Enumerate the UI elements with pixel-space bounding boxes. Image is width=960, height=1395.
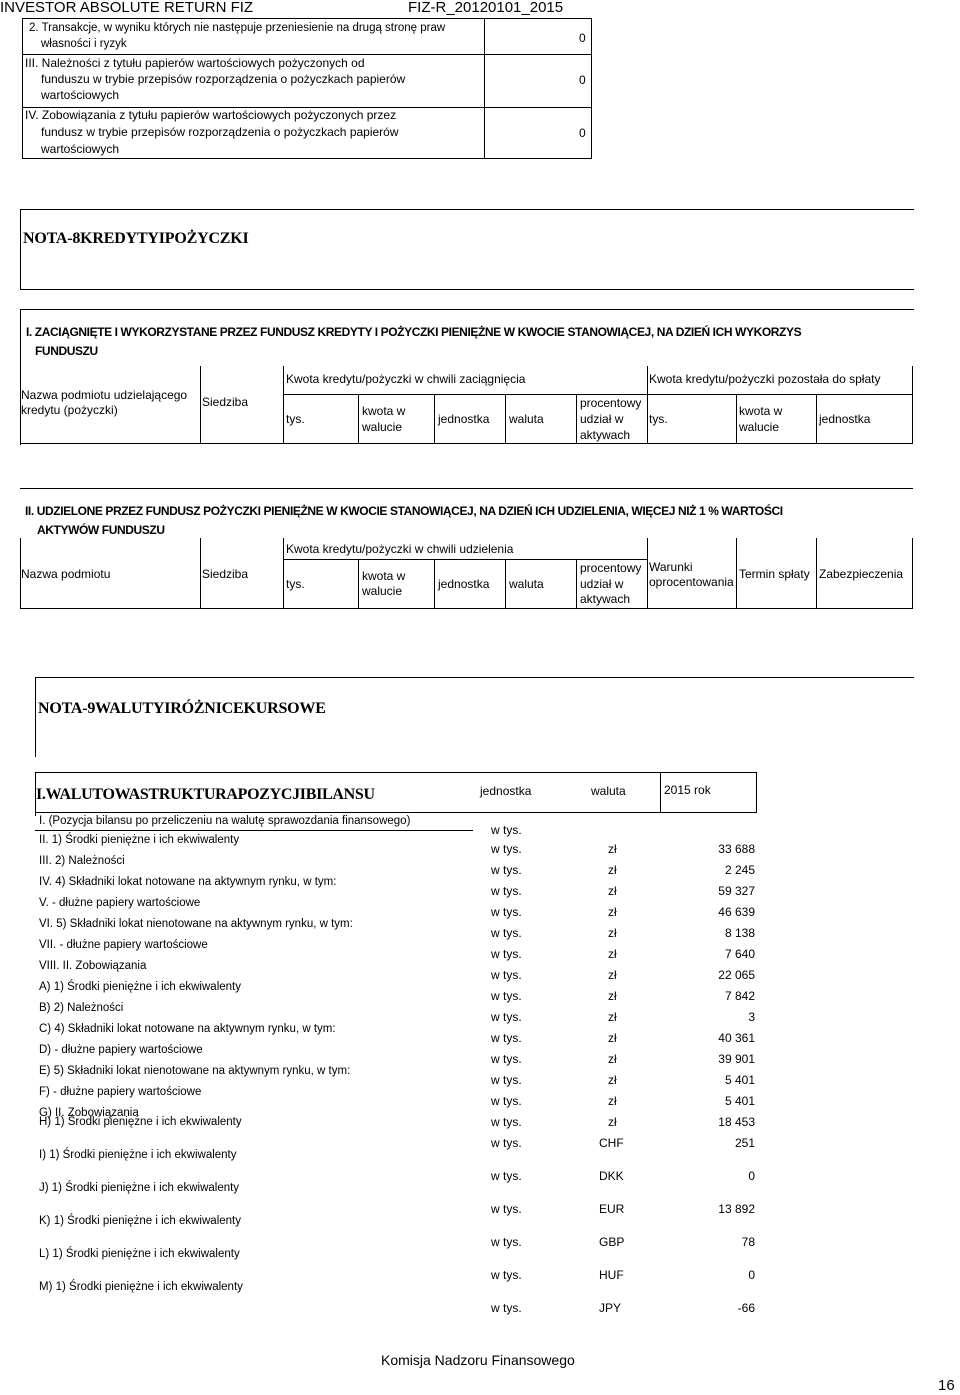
top-row-2-line-3: wartościowych [41,88,120,102]
nota9-row-label: L) 1) Środki pieniężne i ich ekwiwalenty [39,1248,240,1260]
s2-kwota-line-1: kwota w [362,569,406,583]
s1-lender-line-1: Nazwa podmiotu udzielającego [21,388,188,402]
top-row-3-line-2: fundusz w trybie przepisów rozporządzenia o pożyczkach papierów [41,125,399,139]
top-row-1-line-1: 2. Transakcje, w wyniku których nie następuje przeniesienie na drugą stronę praw [29,22,446,34]
nota9-row-currency: zł [608,1115,617,1129]
top-row-2-line-1: III. Należności z tytułu papierów wartościowych pożyczonych od [25,56,365,70]
nota9-row-label: VII. - dłużne papiery wartościowe [39,939,208,951]
nota8-section2-title-2: AKTYWÓW FUNDUSZU [37,523,165,537]
s1-jednostka-2: jednostka [819,412,871,426]
nota9-row-unit: w tys. [491,1268,522,1282]
nota8-section1-title-2: FUNDUSZU [35,344,98,358]
nota8-title: NOTA-8KREDYTYIPOŻYCZKI [23,230,249,247]
nota9-head-year: 2015 rok [664,783,711,797]
s2-waluta: waluta [509,577,544,591]
nota9-row-currency: zł [608,1010,617,1024]
nota9-row-unit: w tys. [491,1115,522,1129]
s1-lender-line-2: kredytu (pożyczki) [21,403,118,417]
s1-jednostka: jednostka [438,412,490,426]
nota9-row-currency: zł [608,1094,617,1108]
page-header [0,0,960,16]
nota8-section1-table [20,366,913,444]
nota9-head-waluta: waluta [591,784,626,798]
nota9-row-unit: w tys. [491,842,522,856]
nota9-row-label: M) 1) Środki pieniężne i ich ekwiwalenty [39,1281,243,1293]
nota9-row-label: VIII. II. Zobowiązania [39,960,147,972]
nota9-row-label: III. 2) Należności [39,855,125,867]
nota9-section-title: I.WALUTOWASTRUKTURAPOZYCJIBILANSU [36,786,375,803]
nota9-row-label: I) 1) Środki pieniężne i ich ekwiwalenty [39,1149,237,1161]
nota9-row-currency: zł [608,968,617,982]
nota9-row-value: 39 901 [718,1052,755,1066]
nota9-row-label: D) - dłużne papiery wartościowe [39,1044,203,1056]
s1-kwota2-line-1: kwota w [739,404,783,418]
s1-group-1: Kwota kredytu/pożyczki w chwili zaciągnięcia [286,372,526,386]
s1-procent-line-3: aktywach [580,428,631,442]
s1-siedziba: Siedziba [202,395,249,409]
nota9-row-value: 22 065 [718,968,755,982]
nota9-row-unit: w tys. [491,968,522,982]
nota9-row-currency: GBP [599,1235,625,1249]
nota9-row-value: 2 245 [724,863,755,877]
nota9-row-value: 46 639 [718,905,755,919]
nota9-row-unit: w tys. [491,863,522,877]
s1-procent-line-1: procentowy [580,396,642,410]
nota9-row-currency: zł [608,842,617,856]
top-row-3-line-3: wartościowych [41,142,120,156]
nota9-row-label: I. (Pozycja bilansu po przeliczeniu na walutę sprawozdania finansowego) [39,815,411,827]
nota9-row-currency: HUF [599,1268,624,1282]
s2-kwota-line-2: walucie [362,584,403,598]
nota9-row-unit: w tys. [491,905,522,919]
nota9-row-label: VI. 5) Składniki lokat nienotowane na aktywnym rynku, w tym: [39,918,353,930]
s2-tys: tys. [286,577,305,591]
nota9-row-value: 0 [748,1169,755,1183]
nota9-row-currency: DKK [599,1169,624,1183]
nota9-row-value: 78 [741,1235,755,1249]
nota9-row-value: 5 401 [724,1094,755,1108]
top-row-1-line-2: własności i ryzyk [41,38,127,50]
nota9-row-value: 5 401 [724,1073,755,1087]
s1-kwota-line-2: walucie [362,420,403,434]
header-fund-name: INVESTOR ABSOLUTE RETURN FIZ [0,0,254,16]
nota9-title-box [35,677,914,757]
nota9-row-label: K) 1) Środki pieniężne i ich ekwiwalenty [39,1215,241,1227]
s2-warunki-line-2: oprocentowania [649,575,734,589]
nota9-row-value: 0 [748,1268,755,1282]
s2-name: Nazwa podmiotu [21,567,111,581]
nota9-row-currency: zł [608,884,617,898]
nota9-row-label: G) II. Zobowiązania [39,1107,139,1119]
nota9-title: NOTA-9WALUTYIRÓŻNICEKURSOWE [38,700,326,717]
s1-kwota2-line-2: walucie [739,420,780,434]
s1-waluta: waluta [509,412,544,426]
header-report-id: FIZ-R_20120101_2015 [408,0,564,16]
nota9-row-currency: CHF [599,1136,624,1150]
top-row-3-line-1: IV. Zobowiązania z tytułu papierów wartościowych pożyczonych przez [25,108,397,122]
s2-procent-line-2: udział w [580,577,624,591]
s2-termin: Termin spłaty [739,567,810,581]
s2-jednostka: jednostka [438,577,490,591]
nota9-row-label: IV. 4) Składniki lokat notowane na aktywnym rynku, w tym: [39,876,337,888]
nota9-row-currency: zł [608,989,617,1003]
footer-center: Komisja Nadzoru Finansowego [381,1352,575,1368]
nota9-row-value: 18 453 [718,1115,755,1129]
nota9-row-unit: w tys. [491,1235,522,1249]
nota9-row-label: II. 1) Środki pieniężne i ich ekwiwalenty [39,834,240,846]
nota9-row-unit: w tys. [491,1031,522,1045]
s1-kwota-line-1: kwota w [362,404,406,418]
nota9-row-unit: w tys. [491,884,522,898]
nota9-row-currency: zł [608,905,617,919]
s1-group-2: Kwota kredytu/pożyczki pozostała do spłaty [649,372,881,386]
s2-procent-line-3: aktywach [580,592,631,606]
nota9-row-unit: w tys. [491,1136,522,1150]
nota9-row-unit: w tys. [491,1052,522,1066]
nota9-row-label: V. - dłużne papiery wartościowe [39,897,201,909]
nota9-row-currency: JPY [599,1301,622,1315]
nota9-row-unit: w tys. [491,1094,522,1108]
nota9-row-value: 33 688 [718,842,755,856]
top-table [22,18,592,159]
nota9-row-currency: zł [608,947,617,961]
nota9-row-value: 8 138 [724,926,755,940]
s2-procent-line-1: procentowy [580,561,642,575]
page-number: 16 [938,1377,955,1394]
nota9-row-unit: w tys. [491,947,522,961]
nota9-row-label: E) 5) Składniki lokat nienotowane na aktywnym rynku, w tym: [39,1065,351,1077]
nota9-row-currency: zł [608,1052,617,1066]
nota9-row-label: F) - dłużne papiery wartościowe [39,1086,202,1098]
nota9-table [35,770,757,1330]
nota9-row-value: 7 842 [724,989,755,1003]
nota9-row-currency: EUR [599,1202,625,1216]
nota9-row-unit: w tys. [491,989,522,1003]
nota9-row-unit: w tys. [491,926,522,940]
s2-zabezpieczenia: Zabezpieczenia [819,567,904,581]
nota9-row-unit: w tys. [491,823,522,837]
nota9-row-label: A) 1) Środki pieniężne i ich ekwiwalenty [39,981,241,993]
s2-siedziba: Siedziba [202,567,249,581]
nota8-section2-title-1: II. UDZIELONE PRZEZ FUNDUSZ POŻYCZKI PIENIĘŻNE W KWOCIE STANOWIĄCEJ, NA DZIEŃ ICH UDZIELENIA, WIĘCEJ NIŻ 1 % WARTOŚCI [25,504,783,518]
nota9-row-unit: w tys. [491,1010,522,1024]
nota9-row-value: 3 [748,1010,755,1024]
nota9-row-value: 59 327 [718,884,755,898]
nota9-row-value: 13 892 [718,1202,755,1216]
nota8-section1-title-1: I. ZACIĄGNIĘTE I WYKORZYSTANE PRZEZ FUNDUSZ KREDYTY I POŻYCZKI PIENIĘŻNE W KWOCIE STANOWIĄCEJ, NA DZIEŃ ICH WYKORZYS [26,325,802,339]
nota9-row-label: J) 1) Środki pieniężne i ich ekwiwalenty [39,1182,240,1194]
s2-group-1: Kwota kredytu/pożyczki w chwili udzielenia [286,542,514,556]
nota9-row-currency: zł [608,1031,617,1045]
nota9-row-value: 40 361 [718,1031,755,1045]
s2-warunki-line-1: Warunki [649,560,693,574]
nota9-row-currency: zł [608,926,617,940]
s1-tys: tys. [286,412,305,426]
nota9-row-value: 7 640 [724,947,755,961]
nota9-row-value: 251 [734,1136,755,1150]
nota9-row-value: -66 [737,1301,755,1315]
nota8-section2-table [20,538,913,609]
nota9-row-unit: w tys. [491,1169,522,1183]
s1-tys-2: tys. [649,412,668,426]
top-row-3-value: 0 [579,126,586,140]
top-row-2-line-2: funduszu w trybie przepisów rozporządzenia o pożyczkach papierów [41,72,406,86]
nota9-row-unit: w tys. [491,1202,522,1216]
top-row-2-value: 0 [579,73,586,87]
s1-procent-line-2: udział w [580,412,624,426]
nota9-row-label: H) 1) Środki pieniężne i ich ekwiwalenty [39,1116,242,1128]
nota9-row-label: C) 4) Składniki lokat notowane na aktywnym rynku, w tym: [39,1023,336,1035]
nota8-title-box [20,209,914,290]
nota9-row-currency: zł [608,863,617,877]
nota9-row-currency: zł [608,1073,617,1087]
nota9-head-jednostka: jednostka [480,784,532,798]
nota9-row-unit: w tys. [491,1073,522,1087]
nota9-row-unit: w tys. [491,1301,522,1315]
nota9-row-label: B) 2) Należności [39,1002,124,1014]
top-row-1-value: 0 [579,31,586,45]
